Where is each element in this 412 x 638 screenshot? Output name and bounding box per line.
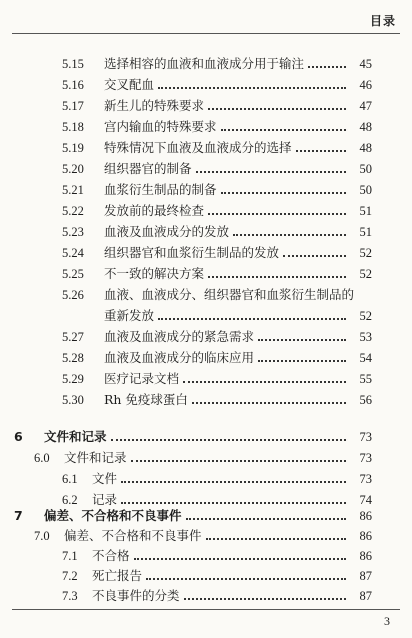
entry-title: 交叉配血 bbox=[104, 77, 155, 92]
toc-entry[interactable] bbox=[62, 263, 372, 282]
section-number: 7.3 bbox=[62, 589, 78, 603]
dot-leader bbox=[121, 480, 346, 483]
dot-leader bbox=[258, 359, 346, 362]
entry-title: 新生儿的特殊要求 bbox=[104, 98, 205, 113]
dot-leader bbox=[233, 233, 346, 236]
entry-page: 51 bbox=[359, 204, 372, 218]
toc-entry[interactable] bbox=[62, 221, 372, 240]
entry-title: 组织器官的制备 bbox=[104, 161, 192, 176]
section-title: 文件 bbox=[92, 471, 118, 486]
section-title: 文件和记录 bbox=[64, 450, 127, 465]
entry-page: 46 bbox=[359, 78, 372, 92]
entry-title: 选择相容的血液和血液成分用于输注 bbox=[104, 56, 305, 71]
dot-leader bbox=[131, 459, 346, 462]
dot-leader bbox=[208, 107, 346, 110]
section-number: 7.2 bbox=[62, 569, 78, 583]
entry-number: 5.22 bbox=[62, 204, 84, 218]
dot-leader bbox=[283, 254, 346, 257]
entry-number: 5.19 bbox=[62, 141, 84, 155]
dot-leader bbox=[208, 212, 346, 215]
dot-leader bbox=[158, 317, 346, 320]
toc-entry[interactable] bbox=[62, 74, 372, 93]
toc-section[interactable] bbox=[62, 585, 372, 604]
section-number: 6.0 bbox=[34, 451, 50, 465]
dot-leader bbox=[121, 501, 346, 504]
dot-leader bbox=[111, 438, 346, 441]
entry-number: 5.27 bbox=[62, 330, 84, 344]
section-page: 87 bbox=[359, 569, 372, 583]
entry-number: 5.30 bbox=[62, 393, 84, 407]
toc-section[interactable] bbox=[62, 468, 372, 487]
toc-entry[interactable] bbox=[62, 326, 372, 345]
toc-section[interactable] bbox=[62, 565, 372, 584]
toc-entry-first-line[interactable] bbox=[62, 284, 372, 303]
section-title: 偏差、不合格和不良事件 bbox=[64, 528, 202, 543]
section-number: 7.0 bbox=[34, 529, 50, 543]
toc-entry[interactable] bbox=[62, 347, 372, 366]
dot-leader bbox=[186, 517, 346, 520]
dot-leader bbox=[208, 275, 346, 278]
dot-leader bbox=[221, 191, 346, 194]
toc-section[interactable] bbox=[34, 447, 372, 466]
entry-page: 48 bbox=[359, 120, 372, 134]
dot-leader bbox=[184, 597, 346, 600]
footer-rule bbox=[12, 609, 400, 610]
entry-page: 53 bbox=[359, 330, 372, 344]
chapter-page: 86 bbox=[359, 509, 372, 523]
chapter-title: 文件和记录 bbox=[44, 429, 107, 444]
section-number: 6.1 bbox=[62, 472, 78, 486]
section-page: 73 bbox=[359, 472, 372, 486]
section-number: 7.1 bbox=[62, 549, 78, 563]
toc-chapter[interactable] bbox=[14, 426, 372, 445]
entry-number: 5.23 bbox=[62, 225, 84, 239]
toc-entry[interactable] bbox=[62, 137, 372, 156]
dot-leader bbox=[146, 577, 346, 580]
section-page: 86 bbox=[359, 549, 372, 563]
entry-page: 52 bbox=[359, 246, 372, 260]
chapter-number: 7 bbox=[14, 508, 23, 523]
entry-number: 5.29 bbox=[62, 372, 84, 386]
entry-title: 血液、血液成分、组织器官和血浆衍生制品的 bbox=[104, 287, 355, 302]
entry-number: 5.20 bbox=[62, 162, 84, 176]
chapter-number: 6 bbox=[14, 429, 23, 444]
entry-page: 50 bbox=[359, 183, 372, 197]
page-number: 3 bbox=[384, 614, 390, 628]
entry-title: 血液及血液成分的紧急需求 bbox=[104, 329, 255, 344]
entry-number: 5.21 bbox=[62, 183, 84, 197]
entry-page: 47 bbox=[359, 99, 372, 113]
entry-title: 组织器官和血浆衍生制品的发放 bbox=[104, 245, 280, 260]
running-header: 目录 bbox=[369, 14, 396, 28]
section-number: 6.2 bbox=[62, 493, 78, 507]
entry-number: 5.15 bbox=[62, 57, 84, 71]
dot-leader bbox=[221, 128, 346, 131]
entry-page: 51 bbox=[359, 225, 372, 239]
entry-title: 宫内输血的特殊要求 bbox=[104, 119, 217, 134]
entry-title: 血浆衍生制品的制备 bbox=[104, 182, 217, 197]
dot-leader bbox=[196, 170, 346, 173]
entry-number: 5.28 bbox=[62, 351, 84, 365]
dot-leader bbox=[296, 149, 346, 152]
entry-page: 45 bbox=[359, 57, 372, 71]
section-page: 87 bbox=[359, 589, 372, 603]
toc-section[interactable] bbox=[62, 545, 372, 564]
dot-leader bbox=[192, 401, 346, 404]
section-page: 86 bbox=[359, 529, 372, 543]
toc-entry[interactable] bbox=[62, 95, 372, 114]
section-title: 不良事件的分类 bbox=[92, 588, 180, 603]
entry-page: 55 bbox=[359, 372, 372, 386]
toc-section[interactable] bbox=[34, 525, 372, 544]
entry-page: 50 bbox=[359, 162, 372, 176]
toc-entry[interactable] bbox=[62, 53, 372, 72]
entry-title-continued: 重新发放 bbox=[104, 308, 155, 323]
dot-leader bbox=[158, 86, 346, 89]
entry-number: 5.17 bbox=[62, 99, 84, 113]
section-page: 73 bbox=[359, 451, 372, 465]
toc-entry[interactable] bbox=[62, 389, 372, 408]
entry-title: 特殊情况下血液及血液成分的选择 bbox=[104, 140, 292, 155]
entry-number: 5.25 bbox=[62, 267, 84, 281]
entry-number: 5.16 bbox=[62, 78, 84, 92]
entry-title: 血液及血液成分的临床应用 bbox=[104, 350, 255, 365]
toc-entry[interactable] bbox=[62, 242, 372, 261]
section-title: 不合格 bbox=[92, 548, 130, 563]
entry-title: 医疗记录文档 bbox=[104, 371, 180, 386]
entry-page: 52 bbox=[359, 267, 372, 281]
entry-number: 5.26 bbox=[62, 288, 84, 302]
toc-entry[interactable] bbox=[62, 116, 372, 135]
entry-number: 5.24 bbox=[62, 246, 84, 260]
dot-leader bbox=[183, 380, 346, 383]
entry-title: 发放前的最终检查 bbox=[104, 203, 205, 218]
dot-leader bbox=[308, 65, 346, 68]
toc-chapter[interactable] bbox=[14, 505, 372, 524]
entry-page: 52 bbox=[359, 309, 372, 323]
entry-title: Rh 免疫球蛋白 bbox=[104, 392, 188, 407]
entry-page: 54 bbox=[359, 351, 372, 365]
section-title: 记录 bbox=[92, 492, 118, 507]
toc-entry-continuation[interactable] bbox=[104, 305, 372, 324]
toc-entry[interactable] bbox=[62, 368, 372, 387]
entry-title: 不一致的解决方案 bbox=[104, 266, 205, 281]
entry-page: 56 bbox=[359, 393, 372, 407]
chapter-page: 73 bbox=[359, 430, 372, 444]
toc-entry[interactable] bbox=[62, 179, 372, 198]
toc-entry[interactable] bbox=[62, 158, 372, 177]
entry-title: 血液及血液成分的发放 bbox=[104, 224, 230, 239]
dot-leader bbox=[206, 537, 346, 540]
entry-page: 48 bbox=[359, 141, 372, 155]
section-title: 死亡报告 bbox=[92, 568, 143, 583]
entry-number: 5.18 bbox=[62, 120, 84, 134]
section-page: 74 bbox=[359, 493, 372, 507]
chapter-title: 偏差、不合格和不良事件 bbox=[44, 508, 182, 523]
dot-leader bbox=[134, 557, 346, 560]
toc-entry[interactable] bbox=[62, 200, 372, 219]
dot-leader bbox=[258, 338, 346, 341]
